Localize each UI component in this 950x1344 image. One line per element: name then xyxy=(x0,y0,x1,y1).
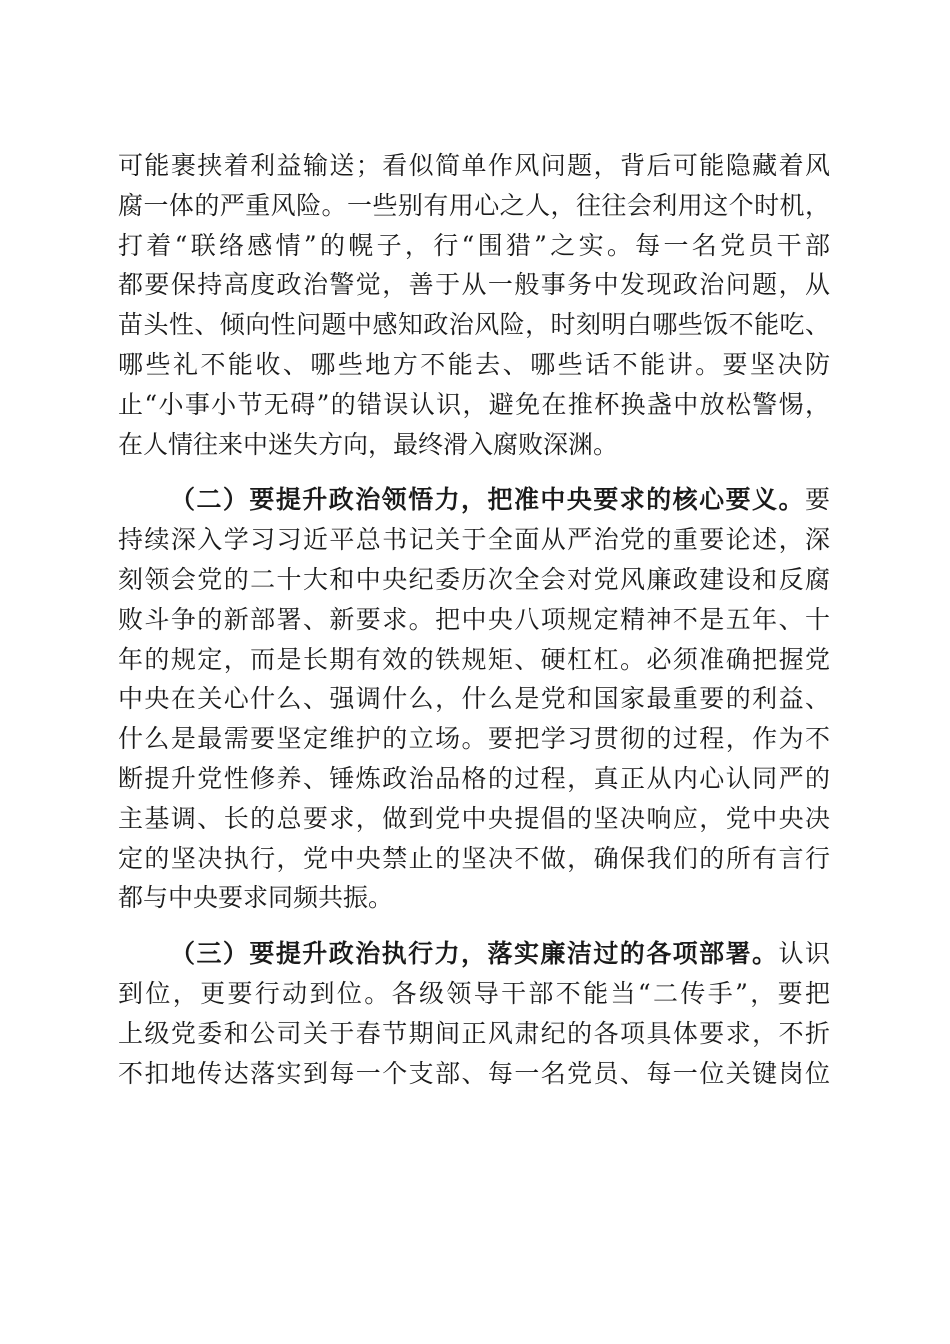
paragraph-1-line: 可能裹挟着利益输送；看似简单作风问题，背后可能隐藏着风 xyxy=(118,151,830,180)
document-body xyxy=(118,146,830,1093)
paragraph-1 xyxy=(118,146,830,464)
paragraph-1-line: 在人情往来中迷失方向，最终滑入腐败深渊。 xyxy=(118,429,619,459)
paragraph-1-line: 打着“联络感情”的幌子，行“围猎”之实。每一名党员干部 xyxy=(118,230,830,260)
paragraph-2-line: 断提升党性修养、锤炼政治品格的过程，真正从内心认同严的 xyxy=(118,763,830,793)
paragraph-2-line: 败斗争的新部署、新要求。把中央八项规定精神不是五年、十 xyxy=(118,604,830,634)
paragraph-1-line: 都要保持高度政治警觉，善于从一般事务中发现政治问题，从 xyxy=(118,270,830,300)
paragraph-2-line: 中央在关心什么、强调什么，什么是党和国家最重要的利益、 xyxy=(118,684,830,714)
paragraph-1-line: 苗头性、倾向性问题中感知政治风险，时刻明白哪些饭不能吃、 xyxy=(118,310,830,340)
paragraph-2-line: 刻领会党的二十大和中央纪委历次全会对党风廉政建设和反腐 xyxy=(118,564,830,594)
paragraph-3-line: 到位，更要行动到位。各级领导干部不能当“二传手”，要把 xyxy=(118,978,830,1008)
paragraph-1-line: 腐一体的严重风险。一些别有用心之人，往往会利用这个时机， xyxy=(118,190,830,220)
paragraph-2-line: 定的坚决执行，党中央禁止的坚决不做，确保我们的所有言行 xyxy=(118,843,830,873)
paragraph-3-first-line xyxy=(118,934,830,974)
paragraph-2 xyxy=(118,480,830,918)
paragraph-3-first-line-rest: 认识 xyxy=(778,939,830,969)
section-heading-2: （二）要提升政治领悟力，把准中央要求的核心要义。 xyxy=(170,485,805,515)
paragraph-2-line: 年的规定，而是长期有效的铁规矩、硬杠杠。必须准确把握党 xyxy=(118,644,830,674)
paragraph-3 xyxy=(118,934,830,1093)
paragraph-2-line: 都与中央要求同频共振。 xyxy=(118,883,394,913)
paragraph-3-line: 上级党委和公司关于春节期间正风肃纪的各项具体要求，不折 xyxy=(118,1018,830,1048)
paragraph-2-line: 什么是最需要坚定维护的立场。要把学习贯彻的过程，作为不 xyxy=(118,724,830,754)
paragraph-2-line: 主基调、长的总要求，做到党中央提倡的坚决响应，党中央决 xyxy=(118,803,830,833)
section-heading-3: （三）要提升政治执行力，落实廉洁过的各项部署。 xyxy=(170,939,779,969)
paragraph-1-line: 哪些礼不能收、哪些地方不能去、哪些话不能讲。要坚决防 xyxy=(118,349,830,379)
paragraph-2-first-line xyxy=(118,480,830,520)
paragraph-2-line: 持续深入学习习近平总书记关于全面从严治党的重要论述，深 xyxy=(118,525,830,555)
paragraph-1-line: 止“小事小节无碍”的错误认识，避免在推杯换盏中放松警惕， xyxy=(118,389,830,419)
paragraph-3-line: 不扣地传达落实到每一个支部、每一名党员、每一位关键岗位 xyxy=(118,1058,830,1088)
paragraph-2-first-line-rest: 要 xyxy=(804,485,830,515)
